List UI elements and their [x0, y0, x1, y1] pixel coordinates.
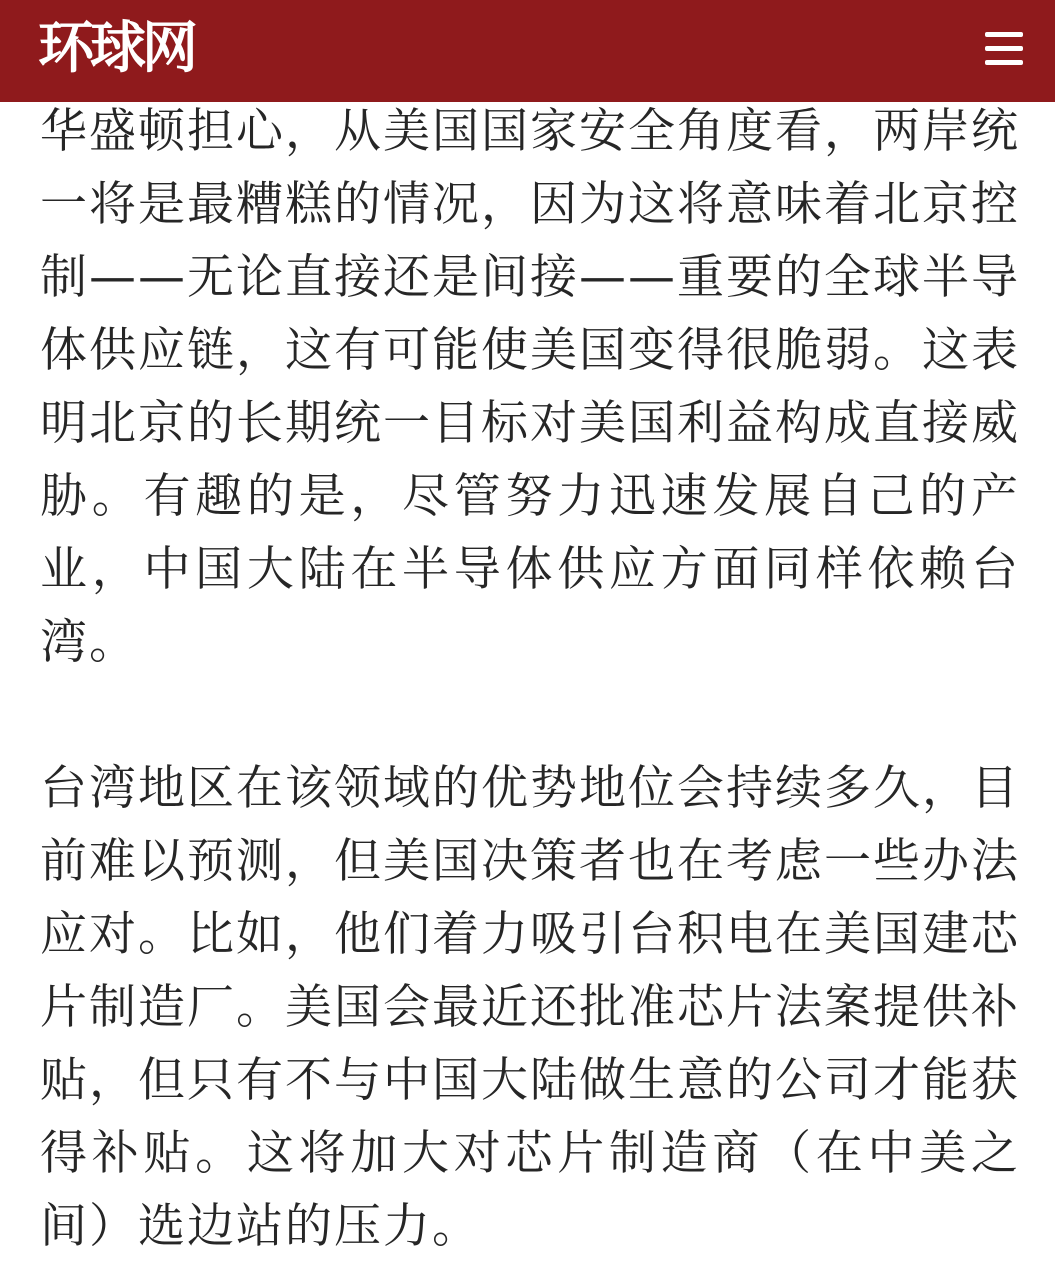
article-paragraph: 华盛顿担心，从美国国家安全角度看，两岸统一将是最糟糕的情况，因为这将意味着北京控制——无论直接还是间接——重要的全球半导体供应链，这有可能使美国变得很脆弱。这表明北京的长期统一目标对美国利益构成直接威胁。有趣的是，尽管努力迅速发展自己的产业，中国大陆在半导体供应方面同样依赖台湾。: [40, 104, 1020, 670]
top-header: [0, 0, 1055, 102]
article-body: [40, 95, 1020, 1263]
site-logo[interactable]: 环球网: [38, 16, 194, 81]
article-paragraph: 台湾地区在该领域的优势地位会持续多久，目前难以预测，但美国决策者也在考虑一些办法应对。比如，他们着力吸引台积电在美国建芯片制造厂。美国会最近还批准芯片法案提供补贴，但只有不与中国大陆做生意的公司才能获得补贴。这将加大对芯片制造商（在中美之间）选边站的压力。: [40, 761, 1020, 1254]
menu-button[interactable]: [981, 26, 1027, 72]
